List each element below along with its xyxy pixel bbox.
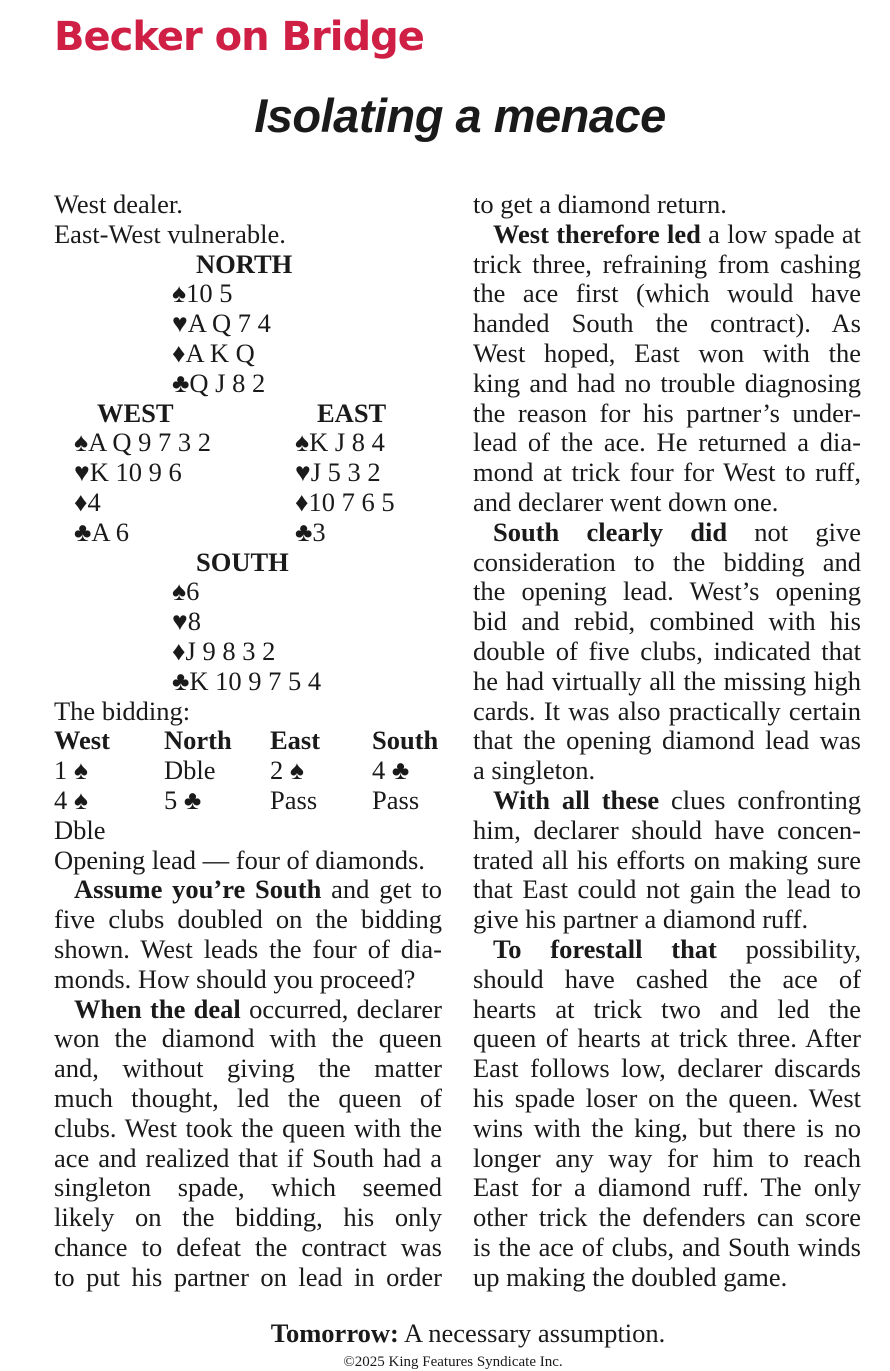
- paragraph-6-line: East for a diamond ruff. The only: [473, 1173, 861, 1203]
- paragraph-6-line: other trick the defenders can score: [473, 1203, 861, 1233]
- paragraph-3-line: handed South the contract). As: [473, 309, 861, 339]
- bid-cell: 4 ♣: [372, 755, 410, 786]
- headline: Isolating a menace: [254, 89, 666, 142]
- bidding-row: [54, 786, 442, 816]
- bid-cell: Dble: [164, 755, 216, 786]
- bid-cell: Pass: [270, 784, 318, 815]
- paragraph-1-line: shown. West leads the four of dia-: [54, 934, 442, 964]
- south-hearts: ♥8: [172, 606, 201, 637]
- paragraph-2-line: to put his partner on lead in order: [54, 1262, 442, 1292]
- paragraph-6-line: up making the doubled game.: [473, 1261, 788, 1292]
- bid-cell: 2 ♠: [270, 755, 304, 786]
- paragraph-4-line: that the opening diamond lead was: [473, 726, 861, 756]
- east-hearts: ♥J 5 3 2: [295, 457, 381, 488]
- paragraph-2-line: ace and realized that if South had a: [54, 1143, 442, 1173]
- south-label: SOUTH: [196, 546, 289, 577]
- copyright: ©2025 King Features Syndicate Inc.: [343, 1354, 563, 1370]
- paragraph-4-line: cards. It was also practically certain: [473, 696, 861, 726]
- paragraph-1-line: five clubs doubled on the bidding: [54, 905, 442, 935]
- west-hearts: ♥K 10 9 6: [74, 457, 182, 488]
- paragraph-5-line: trated all his efforts on making sure: [473, 845, 861, 875]
- south-clubs: ♣K 10 9 7 5 4: [172, 665, 322, 696]
- paragraph-3-line: lead of the ace. He returned a dia-: [473, 428, 861, 458]
- bidding-row: [54, 816, 442, 846]
- paragraph-6-line: East follows low, declarer discards: [473, 1054, 861, 1084]
- south-diamonds: ♦J 9 8 3 2: [172, 635, 276, 666]
- paragraph-2-line: likely on the bidding, his only: [54, 1203, 442, 1233]
- bidding-row: [54, 756, 442, 786]
- bidding-header: South: [372, 725, 439, 756]
- paragraph-6-line: queen of hearts at trick three. After: [473, 1024, 861, 1054]
- east-spades: ♠K J 8 4: [295, 427, 385, 458]
- tomorrow-text: A necessary assumption.: [403, 1318, 666, 1348]
- paragraph-3-line: West therefore led a low spade at: [493, 219, 861, 249]
- north-spades: ♠10 5: [172, 278, 233, 309]
- paragraph-6-line: is the ace of clubs, and South winds: [473, 1232, 861, 1262]
- paragraph-6-line: his spade loser on the queen. West: [473, 1083, 861, 1113]
- paragraph-6-line: To forestall that possibility,: [493, 934, 861, 964]
- north-hearts: ♥A Q 7 4: [172, 308, 271, 339]
- north-clubs: ♣Q J 8 2: [172, 367, 266, 398]
- paragraph-3-line: West hoped, East won with the: [473, 338, 861, 368]
- paragraph-3-line: the ace first (which would have: [473, 279, 861, 309]
- east-diamonds: ♦10 7 6 5: [295, 486, 395, 517]
- bid-cell: Pass: [372, 784, 420, 815]
- paragraph-2-line: chance to defeat the contract was: [54, 1232, 442, 1262]
- west-label: WEST: [97, 397, 174, 428]
- left-column: [54, 190, 442, 1293]
- west-diamonds: ♦4: [74, 486, 101, 517]
- paragraph-3-line: the reason for his partner’s under-: [473, 398, 861, 428]
- paragraph-4-line: South clearly did not give: [493, 517, 861, 547]
- west-spades: ♠A Q 9 7 3 2: [74, 427, 212, 458]
- paragraph-1-line: monds. How should you proceed?: [54, 963, 416, 994]
- paragraph-2-line: When the deal occurred, declarer: [74, 994, 442, 1024]
- paragraph-3-line: trick three, refraining from cashing: [473, 249, 861, 279]
- column-title: Becker on Bridge: [54, 14, 424, 60]
- paragraph-4-line: double of five clubs, indicated that: [473, 636, 861, 666]
- bidding-intro: The bidding:: [54, 695, 191, 726]
- paragraph-2-line: won the diamond with the queen: [54, 1024, 442, 1054]
- paragraph-3-line: king and had no trouble diagnosing: [473, 368, 861, 398]
- opening-lead: Opening lead — four of diamonds.: [54, 844, 425, 875]
- bidding-header: North: [164, 725, 232, 756]
- bidding-header-row: [54, 726, 442, 756]
- paragraph-4-line: he had virtually all the missing high: [473, 666, 861, 696]
- paragraph-5-line: that East could not gain the lead to: [473, 875, 861, 905]
- paragraph-4-line: a singleton.: [473, 755, 596, 786]
- paragraph-5-line: him, declarer should have concen-: [473, 815, 861, 845]
- tomorrow-teaser: [0, 1318, 890, 1349]
- bid-cell: Dble: [54, 814, 106, 845]
- south-spades: ♠6: [172, 576, 200, 607]
- bidding-table: [54, 726, 442, 845]
- bid-cell: 4 ♠: [54, 784, 88, 815]
- right-column: [473, 190, 861, 1292]
- paragraph-6-line: wins with the king, but there is no: [473, 1113, 861, 1143]
- paragraph-6-line: hearts at trick two and led the: [473, 994, 861, 1024]
- north-label: NORTH: [196, 248, 293, 279]
- paragraph-4-line: consideration to the bidding and: [473, 547, 861, 577]
- paragraph-4-line: bid and rebid, combined with his: [473, 607, 861, 637]
- paragraph-5-line: With all these clues confronting: [493, 785, 861, 815]
- bid-cell: 5 ♣: [164, 784, 202, 815]
- east-label: EAST: [317, 397, 387, 428]
- vulnerability-line: East-West vulnerable.: [54, 218, 286, 249]
- south-hand: [54, 548, 442, 697]
- dealer-line: West dealer.: [54, 189, 183, 219]
- paragraph-2-line: to get a diamond return.: [473, 189, 727, 219]
- paragraph-2-line: much thought, led the queen of: [54, 1083, 442, 1113]
- paragraph-3-line: mond at trick four for West to ruff,: [473, 458, 861, 488]
- tomorrow-label: Tomorrow:: [270, 1318, 399, 1348]
- bidding-header: West: [54, 725, 110, 756]
- paragraph-2-line: and, without giving the matter: [54, 1054, 442, 1084]
- paragraph-6-line: should have cashed the ace of: [473, 964, 861, 994]
- paragraph-5-line: give his partner a diamond ruff.: [473, 904, 809, 935]
- paragraph-3-line: and declarer went down one.: [473, 486, 779, 517]
- west-clubs: ♣A 6: [74, 516, 129, 547]
- bidding-header: East: [270, 725, 321, 756]
- north-diamonds: ♦A K Q: [172, 337, 255, 368]
- east-clubs: ♣3: [295, 516, 326, 547]
- paragraph-2-line: singleton spade, which seemed: [54, 1173, 442, 1203]
- bid-cell: 1 ♠: [54, 755, 88, 786]
- paragraph-1-line: Assume you’re South and get to: [74, 875, 442, 905]
- paragraph-6-line: longer any way for him to reach: [473, 1143, 861, 1173]
- paragraph-2-line: clubs. West took the queen with the: [54, 1113, 442, 1143]
- deal-diagram: [54, 250, 442, 548]
- paragraph-4-line: the opening lead. West’s opening: [473, 577, 861, 607]
